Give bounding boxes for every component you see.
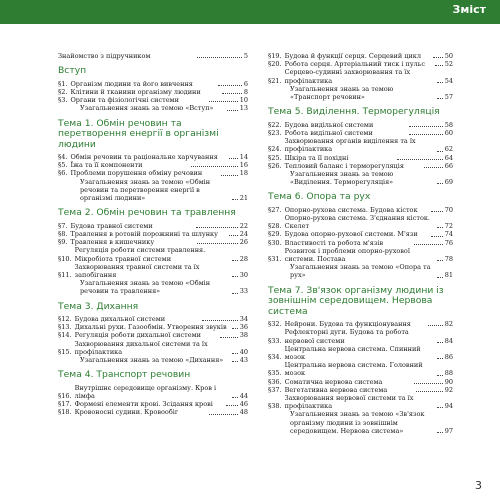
section-number: §24.	[268, 145, 282, 154]
dot-leader	[433, 57, 443, 58]
toc-entry[interactable]	[58, 88, 248, 96]
dot-leader	[227, 110, 238, 111]
dot-leader	[437, 82, 443, 83]
dot-leader	[437, 358, 443, 359]
toc-entry[interactable]	[58, 153, 248, 161]
header-bar	[0, 0, 500, 24]
section-heading: Вступ	[58, 65, 87, 77]
page-ref: 46	[239, 400, 249, 409]
page-ref: 43	[239, 356, 248, 365]
section-number: §3.	[58, 96, 68, 105]
toc-entry[interactable]	[58, 340, 248, 356]
section-number: §20.	[268, 60, 282, 69]
section-heading: Тема 4. Транспорт речовин	[58, 369, 191, 381]
page-ref: 40	[239, 347, 248, 356]
page-ref: 60	[444, 128, 454, 137]
dot-leader	[431, 211, 443, 212]
section-number: §35.	[268, 369, 282, 378]
dot-leader	[437, 227, 443, 228]
section-number: §19.	[268, 52, 282, 60]
page-ref: 84	[444, 336, 453, 345]
page-ref: 66	[444, 161, 454, 170]
entry-title: Регуляція роботи дихальної системи	[74, 331, 201, 340]
dot-leader	[232, 328, 238, 329]
section-heading: Тема 6. Опора та рух	[268, 191, 371, 203]
page-ref: 76	[444, 238, 454, 247]
toc-entry[interactable]	[58, 161, 248, 169]
page-ref: 88	[444, 369, 453, 378]
entry-title: Вегетативна нервова система	[284, 385, 388, 394]
section-number: §15.	[58, 347, 72, 356]
toc-entry[interactable]	[268, 137, 453, 153]
toc-entry[interactable]	[268, 52, 453, 60]
page-ref: 81	[444, 271, 453, 280]
section-number: §2.	[58, 87, 68, 96]
toc-entry[interactable]	[268, 239, 453, 247]
page-ref: 22	[239, 221, 249, 230]
page-ref: 70	[444, 205, 453, 214]
dot-leader	[232, 353, 238, 354]
toc-entry[interactable]	[268, 170, 453, 186]
toc-entry[interactable]	[268, 154, 453, 162]
entry-title: Травлення в кишечнику	[70, 238, 155, 247]
entry-title: Формені елементи крові. Зсідання крові	[74, 400, 213, 409]
toc-entry[interactable]	[58, 356, 248, 364]
toc-entry[interactable]	[268, 68, 453, 84]
entry-title: Дихальні рухи. Газообмін. Утворення звуків	[74, 323, 227, 332]
section-number: §8.	[58, 229, 68, 238]
entry-title: Організм людини та його вивчення	[70, 79, 193, 88]
section-heading: Тема 7. Зв'язок організму людини із зовнішнім середовищем. Нервова система	[268, 284, 444, 317]
entry-title: Узагальнення знань за темою «Обмін речовин та перетворення енергії в організмі людини»	[80, 177, 211, 203]
dot-leader	[220, 337, 237, 338]
dot-leader	[209, 101, 237, 102]
entry-title: Узагальнення знань за темою «Дихання»	[80, 356, 224, 365]
section-number: §22.	[268, 120, 282, 129]
section-heading: Тема 2. Обмін речовин та травлення	[58, 207, 236, 219]
toc-entry[interactable]	[268, 162, 453, 170]
entry-title: Нейрони. Будова та функціонування	[284, 320, 411, 329]
toc-entry[interactable]	[58, 178, 248, 203]
dot-leader	[226, 405, 237, 406]
dot-leader	[437, 98, 443, 99]
entry-title: Кровоносні судини. Кровообіг	[74, 408, 179, 417]
section-number: §34.	[268, 352, 282, 361]
page-ref: 48	[239, 408, 249, 417]
page-ref: 78	[444, 255, 453, 264]
toc-entry[interactable]	[268, 263, 453, 279]
section-number: §10.	[58, 254, 72, 263]
toc-entry[interactable]	[268, 129, 453, 137]
section-number: §36.	[268, 377, 282, 386]
page-ref: 30	[239, 270, 248, 279]
dot-leader	[232, 397, 238, 398]
page-ref: 72	[444, 222, 453, 231]
entry-title: Соматична нервова система	[284, 377, 383, 386]
dot-leader	[229, 235, 238, 236]
page-ref: 24	[239, 229, 248, 238]
toc-entry[interactable]	[268, 386, 453, 394]
dot-leader	[397, 159, 443, 160]
dot-leader	[409, 134, 443, 135]
dot-leader	[435, 65, 443, 66]
entry-title: Проблеми порушення обміну речовин	[70, 169, 203, 178]
toc-entry[interactable]	[58, 408, 248, 416]
section-number: §37.	[268, 385, 282, 394]
page-ref: 33	[239, 287, 248, 296]
entry-title: Центральна нервова система. Спинний мозок	[284, 344, 421, 361]
entry-title: Узагальнення знань за темою «Обмін речовин та травлення»	[80, 279, 211, 296]
page-ref: 18	[239, 169, 248, 178]
toc-entry[interactable]	[58, 331, 248, 339]
section-number: §11.	[58, 270, 72, 279]
page-ref: 16	[239, 161, 249, 170]
section-number: §21.	[268, 76, 282, 85]
dot-leader	[229, 158, 238, 159]
toc-entry[interactable]	[268, 361, 453, 377]
entry-title: Властивості та робота м'язів	[284, 238, 384, 247]
page-ref: 82	[444, 320, 453, 329]
page-ref: 26	[239, 238, 248, 247]
toc-entry[interactable]	[58, 279, 248, 295]
dot-leader	[437, 375, 443, 376]
entry-title: Будова травної системи	[70, 221, 153, 230]
toc-entry[interactable]	[268, 85, 453, 101]
dot-leader	[232, 361, 238, 362]
section-number: §5.	[58, 161, 68, 170]
toc-entry[interactable]	[268, 410, 453, 435]
section-heading: Тема 1. Обмін речовин та перетворення енергії в організмі людини	[58, 117, 219, 150]
dot-leader	[218, 85, 241, 86]
entry-title: Рефлекторні дуги. Будова та робота нервової системи	[284, 328, 409, 345]
page-ref: 8	[243, 87, 248, 96]
toc-entry[interactable]	[268, 214, 453, 230]
dot-leader	[414, 244, 443, 245]
entry-title: Шкіра та її похідні	[284, 153, 349, 162]
toc-entry[interactable]	[58, 315, 248, 323]
dot-leader	[431, 236, 442, 237]
entry-title: Органи та фізіологічні системи	[70, 96, 179, 105]
entry-title: Внутрішнє середовище організму. Кров і лімфа	[74, 383, 217, 400]
dot-leader	[196, 227, 238, 228]
entry-title: Захворювання травної системи та їх запобігання	[74, 262, 200, 279]
entry-title: Травлення в ротовій порожнині та шлунку	[70, 229, 218, 238]
dot-leader	[222, 93, 242, 94]
page-number: 3	[475, 479, 482, 492]
entry-title: Узагальнення знань за темою «Опора та рух»	[290, 263, 431, 280]
page-ref: 69	[444, 178, 453, 187]
toc-entry[interactable]	[268, 247, 453, 263]
page-ref: 38	[239, 331, 249, 340]
toc-entry[interactable]	[58, 169, 248, 177]
section-number: §30.	[268, 238, 282, 247]
entry-title: Захворювання органів виділення та їх профілактика	[284, 137, 416, 154]
entry-title: Будова й функції серця. Серцевий цикл	[284, 52, 421, 60]
section-number: §7.	[58, 221, 68, 230]
entry-title: Клітини й тканини організму людини	[70, 87, 201, 96]
dot-leader	[428, 325, 443, 326]
section-number: §1.	[58, 79, 68, 88]
section-number: §12.	[58, 315, 72, 324]
entry-title: Узагальнення знань за темою «Виділення. Терморегуляція»	[290, 169, 394, 187]
toc-entry[interactable]	[58, 246, 248, 262]
section-number: §23.	[268, 128, 282, 137]
entry-title: Серцево-судинні захворювання та їх профілактика	[284, 68, 411, 85]
dot-leader	[191, 166, 238, 167]
toc-left-column	[58, 52, 248, 417]
section-number: §26.	[268, 161, 282, 170]
entry-title: Будова опорно-рухової системи. М'язи	[284, 230, 418, 239]
section-number: §27.	[268, 205, 282, 214]
dot-leader	[437, 342, 443, 343]
entry-title: Тепловий баланс і терморегуляція	[284, 161, 404, 170]
toc-entry[interactable]	[58, 384, 248, 400]
toc-entry[interactable]	[268, 378, 453, 386]
entry-title: Узагальнення знань за темою «Вступ»	[80, 104, 214, 113]
toc-entry[interactable]	[268, 230, 453, 238]
toc-entry[interactable]	[58, 400, 248, 408]
toc-entry[interactable]	[58, 80, 248, 88]
toc-entry[interactable]	[58, 230, 248, 238]
dot-leader	[437, 151, 443, 152]
entry-title: Їжа та її компоненти	[70, 161, 143, 170]
page-ref: 21	[239, 194, 248, 203]
section-number: §28.	[268, 222, 282, 231]
toc-entry[interactable]	[58, 52, 248, 60]
section-number: §38.	[268, 402, 282, 411]
page-ref: 86	[444, 352, 453, 361]
section-number: §6.	[58, 169, 68, 178]
entry-title: Захворювання нервової системи та їх профілактика	[284, 394, 414, 411]
page-ref: 28	[239, 254, 248, 263]
toc-entry[interactable]	[268, 328, 453, 344]
page-ref: 13	[239, 104, 249, 113]
dot-leader	[232, 293, 238, 294]
dot-leader	[437, 277, 443, 278]
toc-entry[interactable]	[58, 263, 248, 279]
toc-entry[interactable]	[58, 323, 248, 331]
dot-leader	[437, 432, 443, 433]
section-number: §32.	[268, 320, 282, 329]
entry-title: Центральна нервова система. Головний мозок	[284, 361, 423, 378]
toc-entry[interactable]	[58, 238, 248, 246]
section-number: §18.	[58, 408, 72, 417]
entry-title: Узагальнення знань за темою «Зв'язок організму людини із зовнішнім середовищем. Нервова система»	[290, 410, 425, 435]
dot-leader	[197, 57, 242, 58]
section-number: §25.	[268, 153, 282, 162]
dot-leader	[197, 243, 238, 244]
entry-title: Регуляція роботи системи травлення. Мікробіота травної системи	[74, 246, 206, 263]
entry-title: Опорно-рухова система. З'єднання кісток. Скелет	[284, 214, 430, 231]
page-ref: 44	[239, 391, 248, 400]
toc-entry[interactable]	[58, 222, 248, 230]
entry-title: Захворювання дихальної системи та їх профілактика	[74, 339, 208, 356]
page-ref: 36	[239, 323, 248, 332]
toc-entry[interactable]	[268, 345, 453, 361]
toc-right-column	[268, 52, 453, 435]
page-ref: 92	[444, 385, 453, 394]
section-number: §13.	[58, 323, 72, 332]
dot-leader	[209, 414, 238, 415]
page-ref: 50	[444, 52, 454, 60]
dot-leader	[437, 260, 443, 261]
dot-leader	[232, 276, 238, 277]
entry-title: Знайомство з підручником	[58, 52, 151, 60]
dot-leader	[416, 391, 443, 392]
contents-title: Зміст	[452, 3, 486, 16]
page-ref: 52	[444, 60, 453, 69]
dot-leader	[221, 175, 238, 176]
dot-leader	[232, 199, 238, 200]
entry-title: Робота серця. Артеріальний тиск і пульс	[284, 60, 425, 69]
toc-entry[interactable]	[268, 121, 453, 129]
toc-entry[interactable]	[58, 96, 248, 104]
section-number: §16.	[58, 391, 72, 400]
page-ref: 14	[239, 153, 249, 162]
page-ref: 6	[243, 79, 248, 88]
page-ref: 54	[444, 76, 453, 85]
entry-title: Будова видільної системи	[284, 120, 374, 129]
entry-title: Будова дихальної системи	[74, 315, 166, 324]
dot-leader	[414, 383, 443, 384]
page-ref: 34	[239, 315, 248, 324]
entry-title: Узагальнення знань за темою «Транспорт речовин»	[290, 84, 394, 102]
section-number: §9.	[58, 238, 68, 247]
dot-leader	[437, 407, 443, 408]
section-heading: Тема 5. Виділення. Терморегуляція	[268, 106, 440, 118]
page-ref: 10	[239, 96, 249, 105]
page-ref: 57	[444, 93, 453, 102]
toc-entry[interactable]	[268, 394, 453, 410]
entry-title: Робота видільної системи	[284, 128, 373, 137]
toc-entry[interactable]	[268, 206, 453, 214]
entry-title: Обмін речовин та раціональне харчування	[70, 153, 218, 162]
dot-leader	[232, 260, 238, 261]
page-ref: 64	[444, 153, 454, 162]
dot-leader	[424, 167, 442, 168]
page-ref: 97	[444, 426, 453, 435]
dot-leader	[437, 183, 443, 184]
page-ref: 5	[243, 52, 248, 60]
toc-entry[interactable]	[268, 320, 453, 328]
toc-entry[interactable]	[58, 104, 248, 112]
section-number: §14.	[58, 331, 72, 340]
page-ref: 94	[444, 402, 453, 411]
section-number: §33.	[268, 336, 282, 345]
page-ref: 62	[444, 145, 453, 154]
toc-entry[interactable]	[268, 60, 453, 68]
section-heading: Тема 3. Дихання	[58, 300, 139, 312]
section-number: §4.	[58, 153, 68, 162]
page-ref: 90	[444, 377, 454, 386]
section-number: §17.	[58, 400, 72, 409]
dot-leader	[409, 126, 443, 127]
entry-title: Розвиток і проблеми опорно-рухової системи. Постава	[284, 246, 410, 264]
entry-title: Опорно-рухова система. Будова кісток	[284, 205, 418, 214]
dot-leader	[202, 320, 237, 321]
page-ref: 58	[444, 120, 454, 129]
page-ref: 74	[444, 230, 454, 239]
section-number: §29.	[268, 230, 282, 239]
section-number: §31.	[268, 255, 282, 264]
